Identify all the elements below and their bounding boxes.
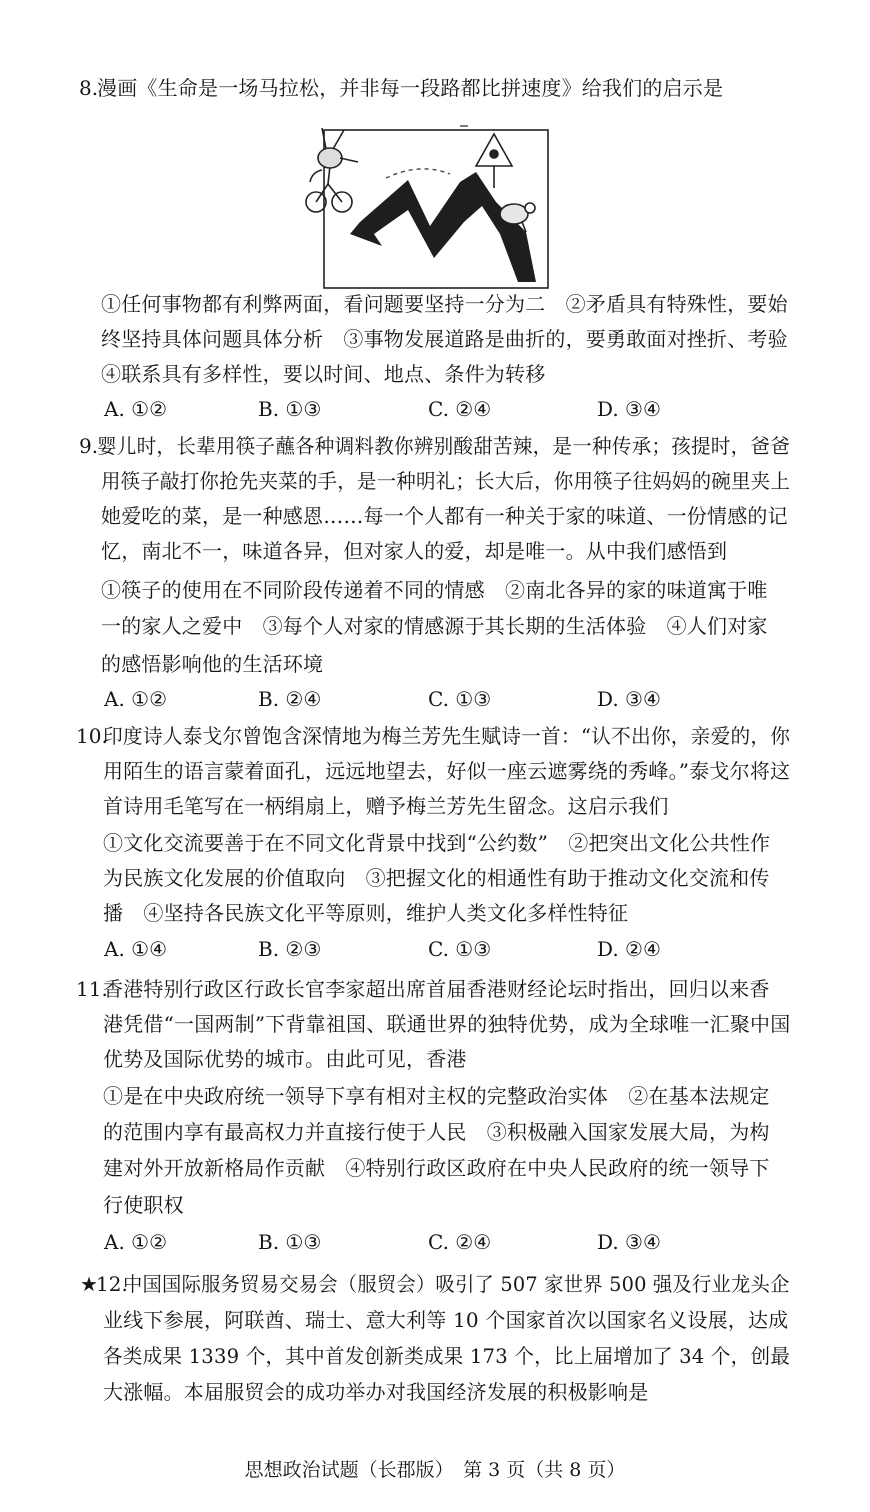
q11-line-6: 建对外开放新格局作贡献 ④特别行政区政府在中央人民政府的统一领导下 bbox=[103, 1156, 770, 1180]
q10-line-6: 播 ④坚持各民族文化平等原则，维护人类文化多样性特征 bbox=[103, 901, 629, 925]
q9-line-3: 她爱吃的菜，是一种感恩……每一个人都有一种关于家的味道、一份情感的记 bbox=[101, 504, 788, 528]
q11-option-b: B. ①③ bbox=[258, 1230, 322, 1254]
q11-line-7: 行使职权 bbox=[103, 1193, 184, 1217]
star-marker: ★ bbox=[80, 1272, 98, 1296]
q10-line-5: 为民族文化发展的价值取向 ③把握文化的相通性有助于推动文化交流和传 bbox=[103, 866, 770, 890]
q9-option-c: C. ①③ bbox=[428, 687, 492, 711]
q9-line-7: 的感悟影响他的生活环境 bbox=[101, 652, 324, 676]
q8-line-1: ①任何事物都有利弊两面，看问题要坚持一分为二 ②矛盾具有特殊性，要始 bbox=[101, 292, 788, 316]
q9-option-d: D. ③④ bbox=[597, 687, 661, 711]
q12-number: 12. bbox=[96, 1272, 128, 1296]
q9-line-1: 婴儿时，长辈用筷子蘸各种调料教你辨别酸甜苦辣，是一种传承；孩提时，爸爸 bbox=[97, 434, 790, 458]
q10-option-a: A. ①④ bbox=[104, 937, 168, 961]
q11-option-c: C. ②④ bbox=[428, 1230, 492, 1254]
q9-option-b: B. ②④ bbox=[258, 687, 322, 711]
q10-line-2: 用陌生的语言蒙着面孔，远远地望去，好似一座云遮雾绕的秀峰。”泰戈尔将这 bbox=[103, 759, 791, 783]
q11-option-a: A. ①② bbox=[104, 1230, 168, 1254]
q9-line-2: 用筷子敲打你抢先夹菜的手，是一种明礼；长大后，你用筷子往妈妈的碗里夹上 bbox=[101, 469, 790, 493]
marathon-cartoon bbox=[300, 122, 552, 290]
q8-line-2: 终坚持具体问题具体分析 ③事物发展道路是曲折的，要勇敢面对挫折、考验 bbox=[101, 327, 788, 351]
q8-number: 8. bbox=[79, 76, 99, 100]
q8-option-b: B. ①③ bbox=[258, 397, 322, 421]
q11-line-3: 优势及国际优势的城市。由此可见，香港 bbox=[103, 1047, 467, 1071]
q9-option-a: A. ①② bbox=[104, 687, 168, 711]
q11-line-2: 港凭借“一国两制”下背靠祖国、联通世界的独特优势，成为全球唯一汇聚中国 bbox=[103, 1012, 791, 1036]
q11-line-4: ①是在中央政府统一领导下享有相对主权的完整政治实体 ②在基本法规定 bbox=[103, 1084, 770, 1108]
q9-number: 9. bbox=[79, 434, 99, 458]
q10-line-1: 印度诗人泰戈尔曾饱含深情地为梅兰芳先生赋诗一首：“认不出你，亲爱的，你 bbox=[103, 724, 791, 748]
q9-line-6: 一的家人之爱中 ③每个人对家的情感源于其长期的生活体验 ④人们对家 bbox=[101, 614, 768, 638]
q12-line-4: 大涨幅。本届服贸会的成功举办对我国经济发展的积极影响是 bbox=[103, 1380, 649, 1404]
q10-option-c: C. ①③ bbox=[428, 937, 492, 961]
q12-line-1: 中国国际服务贸易交易会（服贸会）吸引了 507 家世界 500 强及行业龙头企 bbox=[123, 1272, 790, 1296]
q10-option-b: B. ②③ bbox=[258, 937, 322, 961]
q8-stem: 漫画《生命是一场马拉松，并非每一段路都比拼速度》给我们的启示是 bbox=[97, 76, 724, 100]
page-footer: 思想政治试题（长郡版） 第 3 页（共 8 页） bbox=[244, 1459, 626, 1481]
q8-option-a: A. ①② bbox=[104, 397, 168, 421]
q11-line-5: 的范围内享有最高权力并直接行使于人民 ③积极融入国家发展大局，为构 bbox=[103, 1120, 770, 1144]
q12-line-3: 各类成果 1339 个，其中首发创新类成果 173 个，比上届增加了 34 个，创最 bbox=[103, 1344, 791, 1368]
q10-line-3: 首诗用毛笔写在一柄绢扇上，赠予梅兰芳先生留念。这启示我们 bbox=[103, 794, 669, 818]
q12-line-2: 业线下参展，阿联酋、瑞士、意大利等 10 个国家首次以国家名义设展，达成 bbox=[103, 1308, 789, 1332]
q9-line-5: ①筷子的使用在不同阶段传递着不同的情感 ②南北各异的家的味道寓于唯 bbox=[101, 578, 768, 602]
q11-number: 11. bbox=[76, 977, 108, 1001]
q10-number: 10. bbox=[76, 724, 108, 748]
q8-line-3: ④联系具有多样性，要以时间、地点、条件为转移 bbox=[101, 362, 546, 386]
q11-line-1: 香港特别行政区行政长官李家超出席首届香港财经论坛时指出，回归以来香 bbox=[103, 977, 770, 1001]
q10-line-4: ①文化交流要善于在不同文化背景中找到“公约数” ②把突出文化公共性作 bbox=[103, 831, 771, 855]
q11-option-d: D. ③④ bbox=[597, 1230, 661, 1254]
q10-option-d: D. ②④ bbox=[597, 937, 661, 961]
q8-option-c: C. ②④ bbox=[428, 397, 492, 421]
q9-line-4: 忆，南北不一，味道各异，但对家人的爱，却是唯一。从中我们感悟到 bbox=[101, 539, 728, 563]
q8-option-d: D. ③④ bbox=[597, 397, 661, 421]
